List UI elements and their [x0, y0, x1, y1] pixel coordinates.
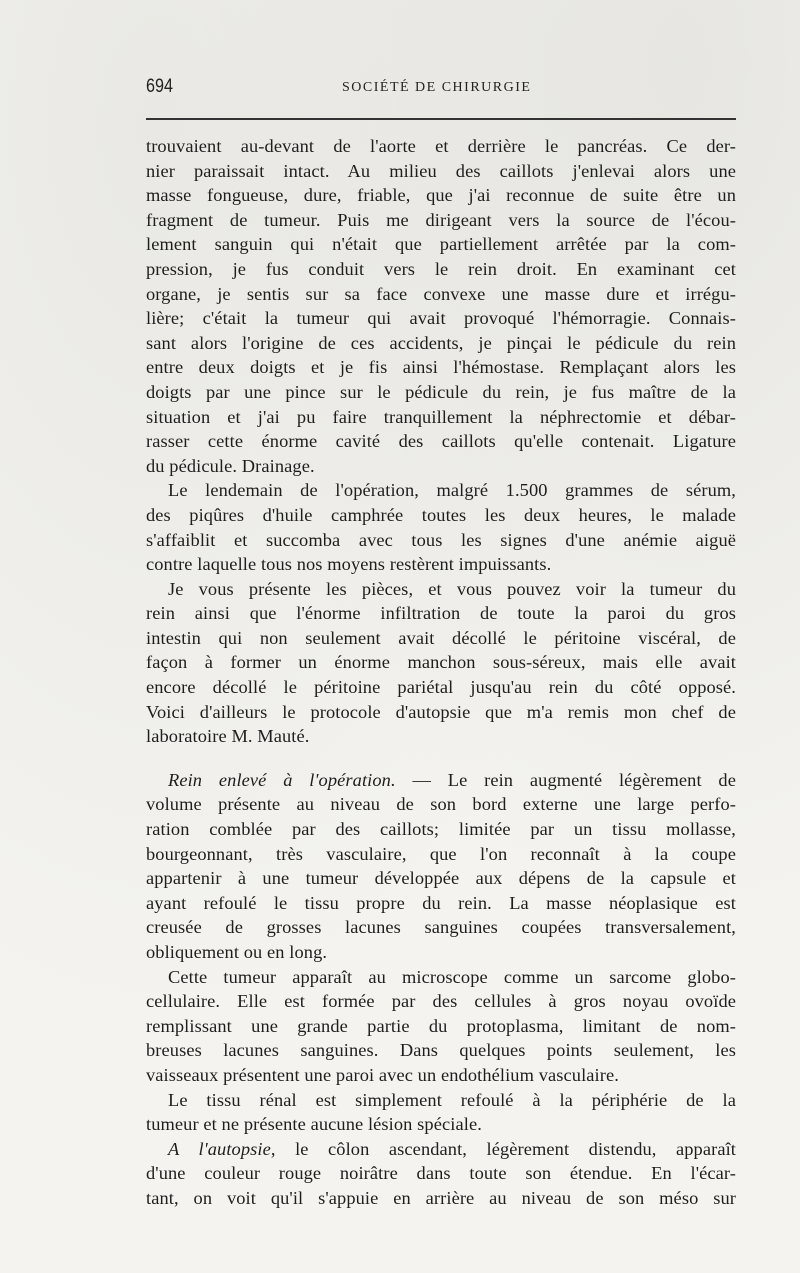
text-line: Le tissu rénal est simplement refoulé à la périphérie de la — [168, 1089, 736, 1110]
text-line: creusée de grosses lacunes sanguines coupées transversalement, — [146, 917, 736, 938]
paragraph-kidney-report — [146, 768, 736, 965]
body-text — [146, 134, 736, 1211]
text-line: organe, je sentis sur sa face convexe une masse dure et irrégu- — [146, 283, 736, 304]
text-line: situation et j'ai pu faire tranquillement la néphrectomie et débar- — [146, 406, 736, 427]
paragraph-microscopy — [146, 965, 736, 1088]
text-line: trouvaient au-devant de l'aorte et derrière le pancréas. Ce der- — [146, 136, 736, 156]
text-line: des piqûres d'huile camphrée toutes les deux heures, le malade — [146, 504, 736, 525]
text-line: masse fongueuse, dure, friable, que j'ai reconnue de suite être un — [146, 185, 736, 206]
paragraph-autopsy — [146, 1137, 736, 1211]
text-line: façon à former un énorme manchon sous-séreux, mais elle avait — [146, 652, 736, 673]
text-line: lement sanguin qui n'était que partiellement arrêtée par la com- — [146, 234, 736, 255]
text-line — [146, 768, 736, 793]
text-line: obliquement ou en long. — [146, 942, 328, 962]
text-line: appartenir à une tumeur développée aux dépens de la capsule et — [146, 868, 736, 889]
text-line: breuses lacunes sanguines. Dans quelques points seulement, les — [146, 1040, 736, 1061]
text-line: laboratoire M. Mauté. — [146, 726, 310, 747]
text-line: ayant refoulé le tissu propre du rein. La masse néoplasique est — [146, 892, 736, 913]
paragraph-postoperative — [146, 478, 736, 576]
text-line: remplissant une grande partie du protoplasma, limitant de nom- — [146, 1015, 736, 1036]
text-line: s'affaiblit et succomba avec tous les signes d'une anémie aiguë — [146, 529, 736, 550]
text-line: lière; c'était la tumeur qui avait provoqué l'hémorragie. Connais- — [146, 308, 736, 329]
text-line: bourgeonnant, très vasculaire, que l'on reconnaît à la coupe — [146, 843, 736, 864]
text-line — [146, 1137, 736, 1162]
text-line: tant, on voit qu'il s'appuie en arrière au niveau de son méso sur — [146, 1187, 736, 1208]
text-line: volume présente au niveau de son bord externe une large perfo- — [146, 794, 736, 815]
section-heading-italic: Rein enlevé à l'opération. — [168, 769, 396, 790]
header-rule — [146, 118, 736, 120]
journal-title: SOCIÉTÉ DE CHIRURGIE — [342, 80, 532, 95]
text-line: Je vous présente les pièces, et vous pouvez voir la tumeur du — [168, 578, 736, 599]
page-number: 694 — [146, 76, 173, 97]
text-line: tumeur et ne présente aucune lésion spéciale. — [146, 1114, 482, 1135]
text-line: encore décollé le péritoine pariétal jusqu'au rein du côté opposé. — [146, 677, 736, 698]
paragraph-gap — [146, 749, 736, 768]
text-line: intestin qui non seulement avait décollé le péritoine viscéral, de — [146, 627, 736, 648]
text-line: nier paraissait intact. Au milieu des caillots j'enlevai alors une — [146, 160, 736, 181]
text-line: ration comblée par des caillots; limitée par un tissu mollasse, — [146, 819, 736, 840]
paragraph-renal-tissue — [146, 1088, 736, 1137]
text-line: sant alors l'origine de ces accidents, je pinçai le pédicule du rein — [146, 332, 736, 353]
text-line: rasser cette énorme cavité des caillots qu'elle contenait. Ligature — [146, 431, 736, 452]
text-run: — Le rein augmenté légèrement de — [395, 769, 736, 790]
paragraph-operation-narrative — [146, 134, 736, 478]
paragraph-specimens — [146, 577, 736, 749]
text-line: du pédicule. Drainage. — [146, 455, 315, 476]
text-run: , le côlon ascendant, légèrement distendu, apparaît — [270, 1138, 737, 1159]
text-line: vaisseaux présentent une paroi avec un endothélium vasculaire. — [146, 1064, 619, 1085]
text-line: d'une couleur rouge noirâtre dans toute son étendue. En l'écar- — [146, 1163, 736, 1184]
text-line: cellulaire. Elle est formée par des cellules à gros noyau ovoïde — [146, 991, 736, 1012]
text-line: fragment de tumeur. Puis me dirigeant vers la source de l'écou- — [146, 209, 736, 230]
text-line: pression, je fus conduit vers le rein droit. En examinant cet — [146, 258, 736, 279]
autopsy-italic: A l'autopsie — [168, 1138, 271, 1159]
text-line: Cette tumeur apparaît au microscope comme un sarcome globo- — [168, 966, 736, 987]
text-line: contre laquelle tous nos moyens restèrent impuissants. — [146, 554, 552, 575]
text-line: doigts par une pince sur le pédicule du rein, je fus maître de la — [146, 381, 736, 402]
text-line: Voici d'ailleurs le protocole d'autopsie que m'a remis mon chef de — [146, 701, 736, 722]
text-line: rein ainsi que l'énorme infiltration de toute la paroi du gros — [146, 603, 736, 624]
text-line: Le lendemain de l'opération, malgré 1.500 grammes de sérum, — [168, 480, 736, 501]
running-head — [146, 76, 736, 100]
text-line: entre deux doigts et je fis ainsi l'hémostase. Remplaçant alors les — [146, 357, 736, 378]
